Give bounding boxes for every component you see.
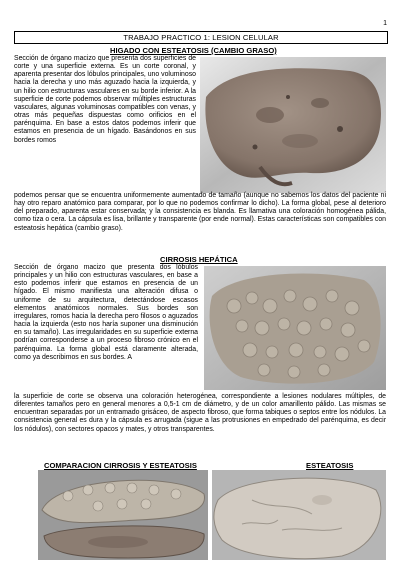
photo-liver-cirrosis xyxy=(204,266,386,390)
esteatosis-description-side: Sección de órgano macizo que presenta dos superficies de corte y una superficie externa. Es un corte coronal, y aparenta presentar dos lóbulos principales, uno voluminoso hacia la derecha y uno más aguzado hacia la izquierda, y un hilio con estructuras vasculares en su borde inferior. A la superficie de corte podemos observar múltiples estructuras vasculares, algunas voluminosas compatibles con venas, y otras más pequeñas dispuestas como orificios en el parénquima. En base a estos datos podemos inferir que estamos en presencia de un hígado. Basándonos en sus bordes romos xyxy=(14,55,196,144)
section-title-esteatosis: HIGADO CON ESTEATOSIS (CAMBIO GRASO) xyxy=(110,46,277,55)
cirrosis-description-full: la superficie de corte se observa una coloración heterogénea, correspondiente a lesiones nodulares múltiples, de diferentes tamaños pero en general menores a 0,5-1 cm de diámetro, y de un color amarillento pálido. Las mismas se encuentran separadas por un entramado grisáceo, de aspecto fibroso, que forma tabiques o septos entre los nódulos. La consistencia general es dura y la cápsula es arrugada (sigue a las protrusiones en empedrado del parénquima, es decir los nódulos), con sectores opacos y mates, y otros transparentes. xyxy=(14,393,386,433)
section-title-esteatosis-photo: ESTEATOSIS xyxy=(306,461,354,470)
document-header: TRABAJO PRACTICO 1: LESION CELULAR xyxy=(14,31,388,44)
esteatosis-description-full: podemos pensar que se encuentra uniformemente aumentado de tamaño (aunque no sabemos los datos del paciente ni hay otro reparo anatómico para comparar, por lo que no podemos confirmar lo dicho). La forma global, pese al deterioro del preparado, aparenta estar conservada; y la consistencia es blanda. Es llamativa una coloración homogénea pálida, como tiza o cera. La cápsula es lisa, brillante y transparente (por ende normal). Estas características son compatibles con esteatosis hepática (cambio graso). xyxy=(14,192,386,232)
page-number: 1 xyxy=(383,20,387,27)
photo-comparison-livers xyxy=(38,470,208,560)
cirrosis-description-side: Sección de órgano macizo que presenta dos lóbulos principales y un hilio con estructuras vasculares, en base a esto podemos inferir que estamos en presencia de un hígado. El mismo manifiesta una alteración difusa o uniforme de su arquitectura, detectándose escasos elementos anatómicos normales. Sus bordes son irregulares, romos hacia la derecha pero filosos o aguzados hacia la izquierda (esto nos haría suponer una disminución en su tamaño). Las irregularidades en su superficie externa podrían corresponderse a un proceso fibroso crónico en el parénquima. La forma global está claramente alterada, como ya describimos en sus bordes. A xyxy=(14,264,198,361)
photo-liver-esteatosis xyxy=(200,57,386,193)
section-title-cirrosis: CIRROSIS HEPÁTICA xyxy=(160,255,238,264)
photo-esteatosis-closeup xyxy=(212,470,386,560)
section-title-comparacion: COMPARACION CIRROSIS Y ESTEATOSIS xyxy=(44,461,197,470)
